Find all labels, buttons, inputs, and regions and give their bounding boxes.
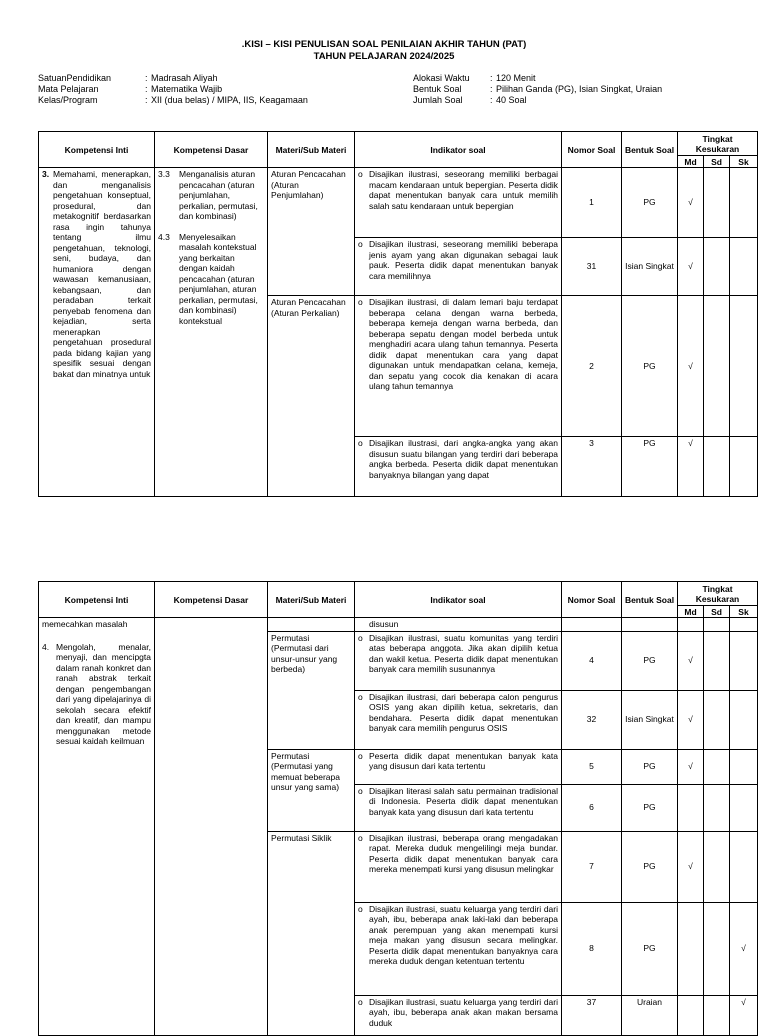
meta-sep: :: [145, 84, 148, 94]
ki-cell: [39, 168, 155, 497]
sk-cell: [730, 631, 758, 690]
meta-sep: :: [490, 84, 493, 94]
meta-sep: :: [490, 95, 493, 105]
header-nomor: Nomor Soal: [562, 132, 622, 168]
sd-cell: [704, 631, 730, 690]
bullet: o: [358, 438, 363, 448]
indikator-text: Disajikan ilustrasi, suatu keluarga yang terdiri dari ayah, ibu, beberapa anak akan makan bersama duduk: [369, 996, 558, 1028]
indikator-cell: [355, 995, 562, 1035]
sk-cell: √: [730, 995, 758, 1035]
ki-text: Mengolah, menalar, menyaji, dan mencipgta dalam ranah konkret dan ranah abstrak terkait dengan pengembangan dari yang dipelajarinya di sekolah secara efektif dan kreatif, dan mampu menggunakan metode sesuai kaidah keilmuan: [56, 641, 151, 746]
indikator-text: Disajikan ilustrasi, di dalam lemari baju terdapat beberapa celana dengan warna berbeda, beberapa kemeja dengan warna berbeda, dan beberapa sepatu dengan model berbeda untuk menghadiri acara ulang tahun temannya. Peserta didik dapat menentukan cara yang dapat digunakan untuk mendapatkan celana, kemeja, dan sepatu yang cocok dia kenakan di acara ulang tahun temannya: [369, 297, 558, 391]
meta-row: [413, 95, 662, 106]
meta-row: [413, 84, 662, 95]
meta-key: Bentuk Soal: [413, 84, 462, 94]
materi-cell: Aturan Pencacahan (Aturan Penjumlahan): [268, 168, 355, 296]
bullet: o: [358, 169, 363, 179]
nomor-cell: [562, 618, 622, 632]
kd-text: Menyelesaikan masalah kontekstual yang berkaitan dengan kaidah pencacahan (aturan penjumlahan, aturan perkalian, permutasi, dan kombinasi) kontekstual: [179, 231, 258, 326]
indikator-cell: [355, 690, 562, 749]
ki-cell: [39, 618, 155, 1036]
bullet: o: [358, 691, 363, 702]
md-cell: √: [678, 168, 704, 238]
header-indikator: Indikator soal: [355, 132, 562, 168]
bentuk-cell: PG: [622, 749, 678, 784]
meta-key: Mata Pelajaran: [38, 84, 99, 94]
kisi-table-page2: [38, 581, 758, 1036]
sk-cell: [730, 749, 758, 784]
meta-row: [413, 73, 662, 84]
sk-cell: [730, 168, 758, 238]
meta-value: 40 Soal: [496, 95, 527, 105]
ki-item: [42, 642, 151, 747]
meta-value: Matematika Wajib: [151, 84, 223, 94]
kd-number: 3.3: [158, 169, 170, 179]
indikator-cell: [355, 238, 562, 296]
ki-number: 3.: [42, 169, 50, 179]
sk-cell: [730, 238, 758, 296]
sd-cell: [704, 784, 730, 831]
indikator-text: Disajikan ilustrasi, suatu keluarga yang terdiri dari ayah, ibu, beberapa anak laki-laki dan beberapa anak perempuan yang akan menempati kursi meja makan yang disusun secara melingkar. Peserta didik dapat menentukan banyaknya cara mereka duduk dengan ketentuan tertentu: [369, 903, 558, 966]
nomor-cell: 8: [562, 902, 622, 995]
bentuk-cell: PG: [622, 437, 678, 497]
bentuk-cell: PG: [622, 831, 678, 902]
indikator-text: Disajikan literasi salah satu permainan tradisional di Indonesia. Peserta didik dapat menentukan banyak kata yang disusun dari kata tertentu: [369, 785, 558, 817]
indikator-text: Disajikan ilustrasi, beberapa orang mengadakan rapat. Mereka duduk mengelilingi meja bundar. Peserta didik dapat menentukan banyak cara mereka menempati kursi yang disusun melingkar: [369, 832, 558, 874]
bullet: o: [358, 832, 363, 843]
header-sk: Sk: [730, 156, 758, 168]
indikator-cell: [355, 168, 562, 238]
sd-cell: [704, 902, 730, 995]
materi-cell: Permutasi (Permutasi yang memuat beberapa unsur yang sama): [268, 749, 355, 831]
bullet: o: [358, 297, 363, 307]
sk-cell: [730, 784, 758, 831]
nomor-cell: 5: [562, 749, 622, 784]
md-cell: [678, 784, 704, 831]
nomor-cell: 6: [562, 784, 622, 831]
indikator-text: Disajikan ilustrasi, seseorang memiliki beberapa jenis ayam yang akan digunakan sebagai lauk pauk. Peserta didik dapat menentukan banyak cara memilihnya: [369, 239, 558, 281]
indikator-cell: [355, 749, 562, 784]
subtitle-line: TAHUN PELAJARAN 2024/2025: [313, 51, 455, 62]
document-title: [0, 39, 768, 63]
indikator-cell: [355, 618, 562, 632]
indikator-text: Disajikan ilustrasi, suatu komunitas yang terdiri atas beberapa anggota. Jika akan dipilih ketua dan wakil ketua. Peserta didik dapat menentukan banyak cara memilih susunannya: [369, 632, 558, 674]
indikator-cell: [355, 296, 562, 437]
bentuk-cell: PG: [622, 168, 678, 238]
sd-cell: [704, 238, 730, 296]
indikator-cell: [355, 784, 562, 831]
nomor-cell: 1: [562, 168, 622, 238]
kd-item: [158, 169, 264, 222]
bentuk-cell: Isian Singkat: [622, 238, 678, 296]
meta-key: Jumlah Soal: [413, 95, 463, 105]
header-indikator: Indikator soal: [355, 582, 562, 618]
ki-text: memecahkan masalah: [42, 619, 128, 629]
sk-cell: [730, 831, 758, 902]
meta-right: [413, 73, 662, 106]
nomor-cell: 32: [562, 690, 622, 749]
table-row: [39, 168, 758, 238]
meta-row: [38, 95, 308, 106]
nomor-cell: 2: [562, 296, 622, 437]
sd-cell: [704, 437, 730, 497]
materi-cell: Permutasi Siklik: [268, 831, 355, 1035]
header-md: Md: [678, 156, 704, 168]
header-ki: Kompetensi Inti: [39, 132, 155, 168]
header-kd: Kompetensi Dasar: [155, 132, 268, 168]
bentuk-cell: PG: [622, 902, 678, 995]
meta-sep: :: [145, 73, 148, 83]
meta-row: [38, 84, 308, 95]
header-tingkat: Tingkat Kesukaran: [678, 582, 758, 606]
kd-cell: [155, 618, 268, 1036]
bentuk-cell: PG: [622, 631, 678, 690]
header-sd: Sd: [704, 606, 730, 618]
header-nomor: Nomor Soal: [562, 582, 622, 618]
header-md: Md: [678, 606, 704, 618]
kd-cell: [155, 168, 268, 497]
sd-cell: [704, 995, 730, 1035]
indikator-text: Disajikan ilustrasi, dari beberapa calon pengurus OSIS yang akan dipilih ketua, sekretaris, dan bendahara. Peserta didik dapat menentukan banyak cara memilih pengurus OSIS: [369, 691, 558, 733]
kisi-table-page1: [38, 131, 758, 497]
ki-text: Memahami, menerapkan, dan menganalisis pengetahuan konseptual, prosedural, dan metakognitif berdasarkan rasa ingin tahunya tentang ilmu pengetahuan, teknologi, seni, budaya, dan humaniora dengan wawasan kemanusiaan, kebangsaan, dan peradaban terkait penyebab fenomena dan kejadian, serta menerapkan pengetahuan prosedural pada bidang kajian yang spesifik sesuai dengan bakat dan minatnya untuk: [53, 169, 151, 379]
indikator-cell: [355, 631, 562, 690]
bullet: o: [358, 239, 363, 249]
meta-key: Alokasi Waktu: [413, 73, 470, 83]
indikator-cell: [355, 437, 562, 497]
nomor-cell: 4: [562, 631, 622, 690]
kd-text: Menganalisis aturan pencacahan (aturan penjumlahan, perkalian, permutasi, dan kombinasi): [179, 169, 258, 221]
meta-value: 120 Menit: [496, 73, 536, 83]
md-cell: √: [678, 437, 704, 497]
sd-cell: [704, 831, 730, 902]
header-sd: Sd: [704, 156, 730, 168]
meta-sep: :: [490, 73, 493, 83]
meta-row: [38, 73, 308, 84]
indikator-cell: [355, 831, 562, 902]
indikator-text: Peserta didik dapat menentukan banyak kata yang disusun dari kata tertentu: [369, 750, 558, 771]
meta-value: Madrasah Aliyah: [151, 73, 218, 83]
header-sk: Sk: [730, 606, 758, 618]
md-cell: √: [678, 749, 704, 784]
meta-left: [38, 73, 308, 106]
header-kd: Kompetensi Dasar: [155, 582, 268, 618]
meta-sep: :: [145, 95, 148, 105]
bullet: o: [358, 785, 363, 796]
ki-number: 4.: [42, 641, 50, 652]
meta-key: Kelas/Program: [38, 95, 98, 105]
nomor-cell: 37: [562, 995, 622, 1035]
materi-cell: Permutasi (Permutasi dari unsur-unsur yang berbeda): [268, 631, 355, 749]
nomor-cell: 7: [562, 831, 622, 902]
bullet: o: [358, 996, 363, 1007]
kd-number: 4.3: [158, 231, 170, 242]
md-cell: √: [678, 296, 704, 437]
indikator-cell: [355, 902, 562, 995]
md-cell: √: [678, 831, 704, 902]
sd-cell: [704, 690, 730, 749]
table-row: [39, 618, 758, 632]
bentuk-cell: PG: [622, 784, 678, 831]
header-materi: Materi/Sub Materi: [268, 582, 355, 618]
md-cell: √: [678, 238, 704, 296]
bentuk-cell: PG: [622, 296, 678, 437]
sd-cell: [704, 168, 730, 238]
header-bentuk: Bentuk Soal: [622, 132, 678, 168]
header-bentuk: Bentuk Soal: [622, 582, 678, 618]
title-line: .KISI – KISI PENULISAN SOAL PENILAIAN AKHIR TAHUN (PAT): [241, 39, 527, 50]
ki-item: [42, 169, 151, 379]
indikator-text: Disajikan ilustrasi, dari angka-angka yang akan disusun suatu bilangan yang terdiri dari beberapa angka berbeda. Peserta didik dapat menentukan banyaknya bilangan yang dapat: [369, 438, 558, 480]
md-cell: [678, 618, 704, 632]
bentuk-cell: Uraian: [622, 995, 678, 1035]
nomor-cell: 3: [562, 437, 622, 497]
sk-cell: [730, 296, 758, 437]
sd-cell: [704, 296, 730, 437]
indikator-text: Disajikan ilustrasi, seseorang memiliki berbagai macam kendaraan untuk bepergian. Peserta didik dapat menentukan banyak cara untuk memilih salah satu kendaraan untuk bepergian: [369, 169, 558, 211]
sk-cell: [730, 437, 758, 497]
meta-value: XII (dua belas) / MIPA, IIS, Keagamaan: [151, 95, 308, 105]
md-cell: [678, 902, 704, 995]
meta-value: Pilihan Ganda (PG), Isian Singkat, Uraian: [496, 84, 663, 94]
kd-item: [158, 232, 264, 327]
md-cell: [678, 995, 704, 1035]
sd-cell: [704, 618, 730, 632]
indikator-text: disusun: [369, 619, 399, 629]
sk-cell: √: [730, 902, 758, 995]
materi-cell: Aturan Pencacahan (Aturan Perkalian): [268, 296, 355, 497]
sk-cell: [730, 618, 758, 632]
meta-key: SatuanPendidikan: [38, 73, 112, 83]
materi-cell: [268, 618, 355, 632]
header-tingkat: Tingkat Kesukaran: [678, 132, 758, 156]
bentuk-cell: Isian Singkat: [622, 690, 678, 749]
sk-cell: [730, 690, 758, 749]
nomor-cell: 31: [562, 238, 622, 296]
md-cell: √: [678, 690, 704, 749]
bentuk-cell: [622, 618, 678, 632]
header-materi: Materi/Sub Materi: [268, 132, 355, 168]
bullet: o: [358, 632, 363, 643]
md-cell: √: [678, 631, 704, 690]
header-ki: Kompetensi Inti: [39, 582, 155, 618]
sd-cell: [704, 749, 730, 784]
bullet: o: [358, 750, 363, 761]
bullet: o: [358, 903, 363, 914]
